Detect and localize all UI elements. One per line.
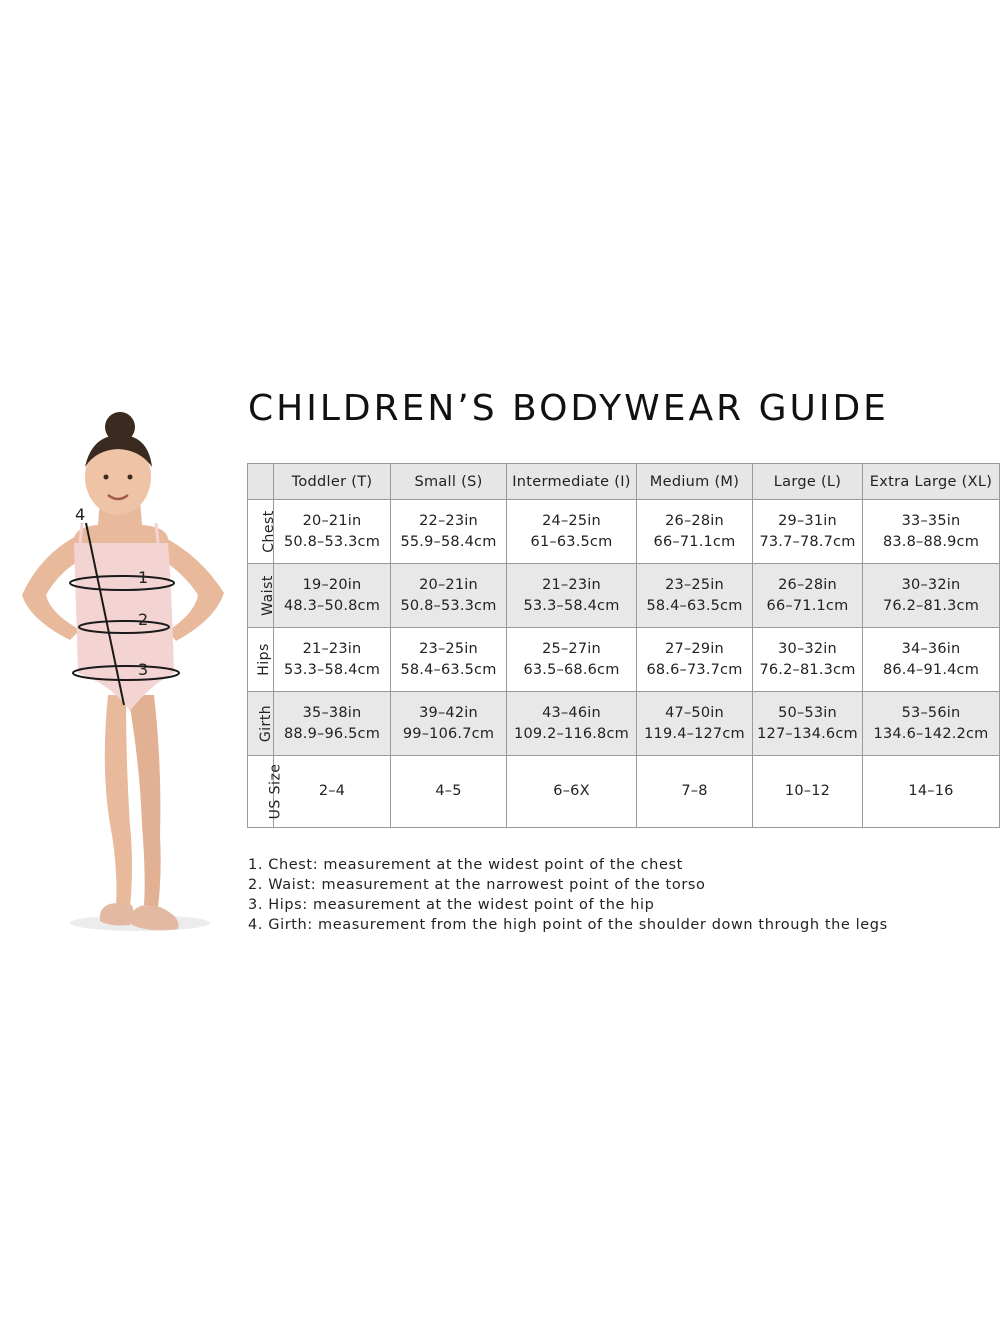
cell-inches: 26–28in: [665, 512, 724, 529]
table-cell: [274, 628, 391, 692]
cell-cm: 119.4–127cm: [644, 725, 745, 742]
column-header: Extra Large (XL): [863, 464, 1000, 500]
cell-cm: 50.8–53.3cm: [400, 597, 497, 614]
table-cell: [863, 628, 1000, 692]
waist-marker: 2: [138, 610, 149, 629]
child-illustration: [0, 405, 245, 945]
cell-inches: 30–32in: [901, 576, 961, 593]
table-row: [248, 564, 1000, 628]
table-cell: [391, 692, 507, 756]
cell-cm: 66–71.1cm: [766, 597, 849, 614]
cell-inches: 53–56in: [901, 704, 961, 721]
chest-marker: 1: [138, 568, 149, 587]
cell-us-size: 7–8: [681, 783, 708, 799]
row-label: Hips: [255, 643, 272, 676]
cell-cm: 109.2–116.8cm: [514, 725, 629, 742]
table-cell: [391, 756, 507, 828]
cell-inches: 20–21in: [419, 576, 478, 593]
row-header-cell: [248, 756, 284, 828]
cell-inches: 30–32in: [778, 640, 837, 657]
table-cell: [753, 756, 863, 828]
girth-marker: 4: [75, 505, 86, 524]
note-waist: 2. Waist: measurement at the narrowest point of the torso: [248, 877, 706, 893]
column-header: Medium (M): [637, 464, 753, 500]
cell-cm: 99–106.7cm: [402, 725, 495, 742]
cell-inches: 23–25in: [665, 576, 724, 593]
table-cell: [637, 500, 753, 564]
table-cell: [637, 564, 753, 628]
cell-inches: 29–31in: [778, 512, 837, 529]
cell-us-size: 4–5: [435, 783, 462, 799]
table-header-row: [248, 464, 1000, 500]
row-header-cell: [248, 564, 274, 628]
table-cell: [507, 628, 637, 692]
table-cell: [507, 692, 637, 756]
cell-cm: 134.6–142.2cm: [873, 725, 989, 742]
cell-inches: 21–23in: [542, 576, 601, 593]
cell-inches: 50–53in: [778, 704, 837, 721]
table-cell: [863, 692, 1000, 756]
cell-cm: 55.9–58.4cm: [400, 533, 497, 550]
cell-cm: 48.3–50.8cm: [283, 597, 381, 614]
table-cell: [753, 692, 863, 756]
cell-us-size: 14–16: [908, 783, 954, 799]
cell-cm: 58.4–63.5cm: [646, 597, 743, 614]
cell-cm: 53.3–58.4cm: [283, 661, 381, 678]
row-label: Girth: [258, 704, 275, 743]
table-row: [248, 628, 1000, 692]
measurement-notes: [248, 855, 1000, 935]
table-cell: [637, 756, 753, 828]
table-cell: [753, 564, 863, 628]
cell-cm: 88.9–96.5cm: [283, 725, 381, 742]
column-header: Intermediate (I): [507, 464, 637, 500]
row-header-cell: [248, 500, 277, 564]
hips-marker: 3: [138, 660, 149, 679]
cell-cm: 68.6–73.7cm: [646, 661, 743, 678]
row-header-cell: [248, 628, 274, 692]
table-cell: [507, 500, 637, 564]
cell-inches: 24–25in: [542, 512, 601, 529]
row-label: Chest: [260, 510, 277, 553]
table-cell: [274, 756, 391, 828]
table-cell: [507, 564, 637, 628]
page-title: CHILDREN’S BODYWEAR GUIDE: [248, 388, 889, 429]
table-cell: [637, 628, 753, 692]
table-cell: [274, 692, 391, 756]
row-header-cell: [248, 692, 274, 756]
note-girth: 4. Girth: measurement from the high point of the shoulder down through the legs: [248, 917, 888, 933]
cell-cm: 76.2–81.3cm: [759, 661, 856, 678]
table-row: [248, 500, 1000, 564]
cell-inches: 21–23in: [302, 640, 362, 657]
cell-inches: 33–35in: [901, 512, 961, 529]
table-cell: [391, 628, 507, 692]
table-cell: [863, 756, 1000, 828]
cell-cm: 61–63.5cm: [530, 533, 613, 550]
table-cell: [753, 500, 863, 564]
cell-cm: 53.3–58.4cm: [523, 597, 620, 614]
table-cell: [274, 564, 391, 628]
note-chest: 1. Chest: measurement at the widest point of the chest: [248, 857, 683, 873]
table-cell: [637, 692, 753, 756]
cell-inches: 39–42in: [419, 704, 478, 721]
cell-inches: 19–20in: [302, 576, 362, 593]
cell-inches: 25–27in: [542, 640, 601, 657]
cell-cm: 73.7–78.7cm: [759, 533, 856, 550]
cell-cm: 58.4–63.5cm: [400, 661, 497, 678]
cell-inches: 47–50in: [665, 704, 724, 721]
column-header: Large (L): [753, 464, 863, 500]
cell-inches: 35–38in: [302, 704, 362, 721]
size-table: [247, 463, 1000, 828]
cell-cm: 127–134.6cm: [757, 725, 858, 742]
cell-inches: 43–46in: [542, 704, 601, 721]
row-label: US Size: [267, 763, 284, 820]
cell-inches: 26–28in: [778, 576, 837, 593]
row-label: Waist: [259, 575, 276, 616]
table-cell: [507, 756, 637, 828]
cell-us-size: 10–12: [784, 783, 831, 799]
child-model-figure: [0, 405, 245, 945]
cell-cm: 66–71.1cm: [653, 533, 736, 550]
table-cell: [274, 500, 391, 564]
cell-cm: 86.4–91.4cm: [882, 661, 980, 678]
cell-cm: 63.5–68.6cm: [523, 661, 620, 678]
cell-us-size: 6–6X: [553, 783, 590, 799]
table-cell: [391, 564, 507, 628]
table-row: [248, 692, 1000, 756]
column-header: Small (S): [391, 464, 507, 500]
cell-cm: 50.8–53.3cm: [283, 533, 381, 550]
table-cell: [863, 500, 1000, 564]
table-row: [248, 756, 1000, 828]
table-cell: [391, 500, 507, 564]
cell-inches: 23–25in: [419, 640, 478, 657]
cell-us-size: 2–4: [318, 783, 346, 799]
note-hips: 3. Hips: measurement at the widest point of the hip: [248, 897, 655, 913]
cell-cm: 83.8–88.9cm: [882, 533, 980, 550]
table-cell: [863, 564, 1000, 628]
cell-inches: 27–29in: [665, 640, 724, 657]
cell-cm: 76.2–81.3cm: [882, 597, 980, 614]
cell-inches: 34–36in: [901, 640, 961, 657]
column-header: Toddler (T): [274, 464, 391, 500]
table-cell: [753, 628, 863, 692]
cell-inches: 22–23in: [419, 512, 478, 529]
table-corner-cell: [248, 464, 274, 500]
cell-inches: 20–21in: [302, 512, 362, 529]
